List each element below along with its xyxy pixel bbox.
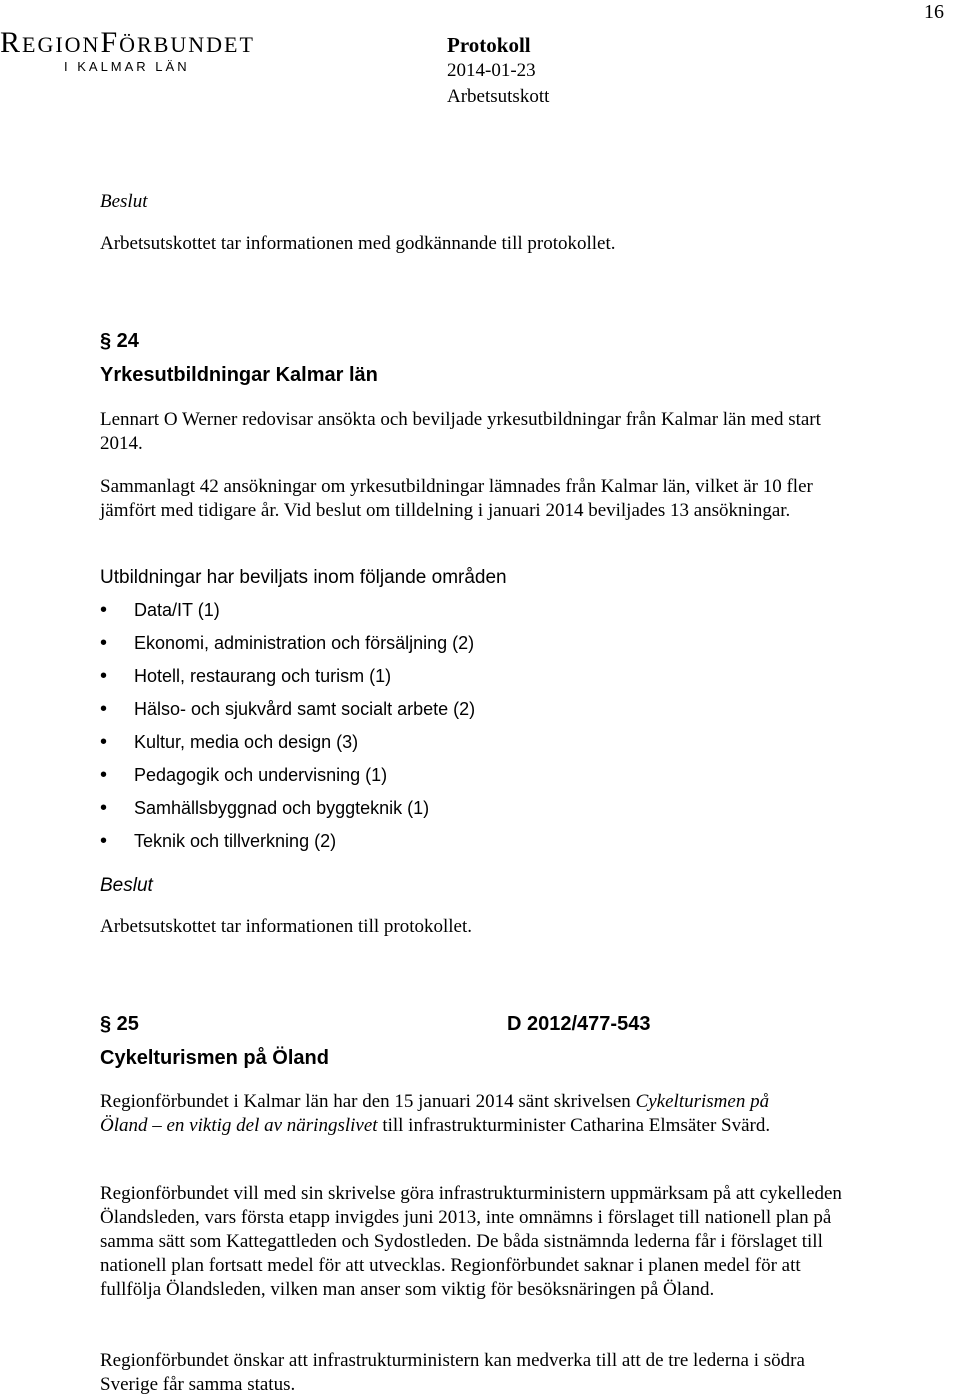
section-number: § 25 bbox=[100, 1013, 139, 1035]
list-item: • Samhällsbyggnad och byggteknik (1) bbox=[100, 794, 475, 827]
beslut-label: Beslut bbox=[100, 191, 148, 212]
diary-number: D 2012/477-543 bbox=[507, 1013, 651, 1035]
document-title: Protokoll bbox=[447, 33, 531, 57]
list-item: • Hotell, restaurang och turism (1) bbox=[100, 662, 475, 695]
beslut-label: Beslut bbox=[100, 875, 153, 896]
beslut-text: Arbetsutskottet tar informationen till protokollet. bbox=[100, 916, 473, 937]
list-item: • Hälso- och sjukvård samt socialt arbete (2) bbox=[100, 695, 475, 728]
document-date: 2014-01-23 bbox=[447, 60, 536, 81]
paragraph: Sammanlagt 42 ansökningar om yrkesutbildningar lämnades från Kalmar län, vilket är 10 fler jämfört med tidigare år. Vid beslut om tilldelning i januari 2014 beviljades 13 ansökningar. bbox=[100, 476, 813, 521]
section-title: Cykelturismen på Öland bbox=[100, 1047, 329, 1069]
regionforbundet-logo bbox=[0, 28, 255, 74]
list-item: • Teknik och tillverkning (2) bbox=[100, 827, 475, 860]
paragraph: Regionförbundet vill med sin skrivelse göra infrastrukturministern uppmärksam på att cykelleden Ölandsleden, vars första etapp invigdes juni 2013, inte omnämns i förslaget till nationell plan på samma sätt som Kattegattleden och Sydostleden. De båda sistnämnda lederna får i förslaget till nationell plan fortsatt medel för att utvecklas. Regionförbundet saknar i planen medel för att fullfölja Ölandsleden, vilken man anser som viktig för besöksnäringen på Öland. bbox=[100, 1183, 842, 1300]
education-areas-list bbox=[100, 596, 475, 860]
section-title: Yrkesutbildningar Kalmar län bbox=[100, 364, 378, 386]
logo-line-1: REGIONFÖRBUNDET bbox=[0, 26, 255, 59]
section-number: § 24 bbox=[100, 330, 139, 352]
paragraph: Regionförbundet i Kalmar län har den 15 januari 2014 sänt skrivelsen Cykelturismen på Öland – en viktig del av näringslivet till infrastrukturminister Catharina Elmsäter Svärd. bbox=[100, 1091, 771, 1136]
beslut-text: Arbetsutskottet tar informationen med godkännande till protokollet. bbox=[100, 233, 616, 254]
paragraph: Regionförbundet önskar att infrastrukturministern kan medverka till att de tre lederna i södra Sverige får samma status. bbox=[100, 1350, 805, 1395]
document-subtitle: Arbetsutskott bbox=[447, 86, 550, 107]
list-item: • Kultur, media och design (3) bbox=[100, 728, 475, 761]
list-intro: Utbildningar har beviljats inom följande områden bbox=[100, 567, 507, 588]
page-number: 16 bbox=[924, 1, 944, 23]
list-item: • Data/IT (1) bbox=[100, 596, 475, 629]
logo-line-2: I KALMAR LÄN bbox=[64, 59, 190, 74]
letter-title: Cykelturismen på Öland – en viktig del av näringslivet bbox=[100, 1091, 770, 1136]
list-item: • Ekonomi, administration och försäljning (2) bbox=[100, 629, 475, 662]
list-item: • Pedagogik och undervisning (1) bbox=[100, 761, 475, 794]
paragraph: Lennart O Werner redovisar ansökta och beviljade yrkesutbildningar från Kalmar län med start 2014. bbox=[100, 409, 821, 454]
